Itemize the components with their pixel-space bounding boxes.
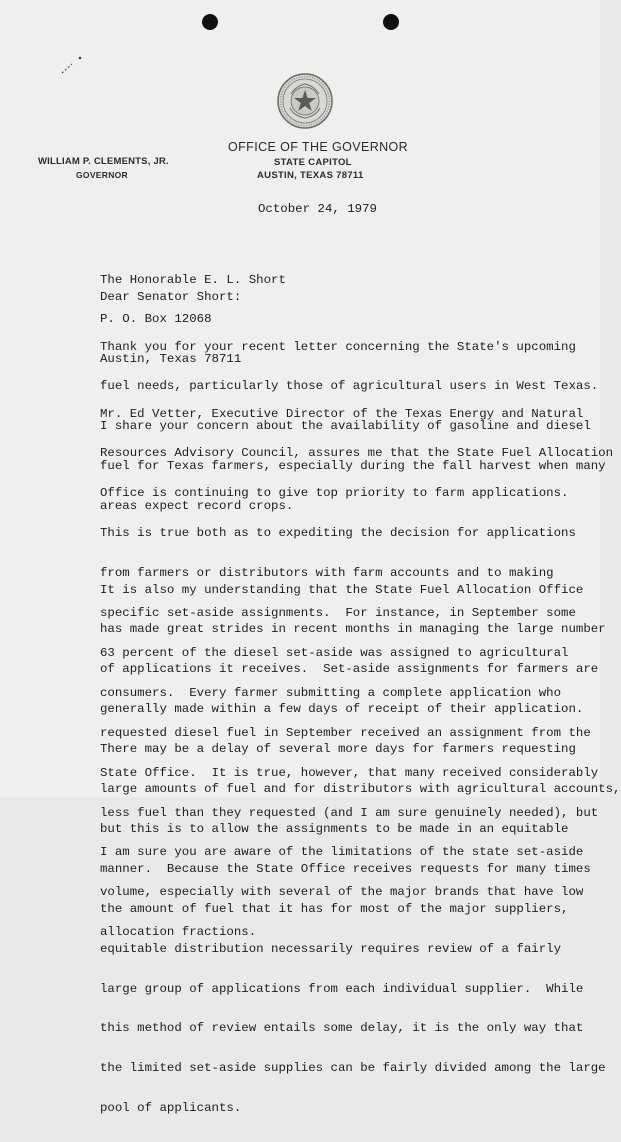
body-line: from farmers or distributors with farm accounts and to making (100, 566, 554, 581)
body-line: the limited set-aside supplies can be fairly divided among the large (100, 1061, 606, 1076)
body-line: consumers. Every farmer submitting a complete application who (100, 685, 562, 700)
body-line: allocation fractions. (100, 925, 257, 940)
office-title: OFFICE OF THE GOVERNOR (228, 140, 409, 154)
body-line: equitable distribution necessarily requires review of a fairly (100, 941, 562, 956)
body-line: I share your concern about the availability of gasoline and diesel (100, 419, 591, 434)
body-line: Office is continuing to give top priority to farm applications. (100, 486, 569, 501)
punch-hole-left (202, 14, 218, 30)
body-line: the amount of fuel that it has for most of the major suppliers, (100, 901, 569, 916)
body-line: generally made within a few days of receipt of their application. (100, 702, 584, 717)
body-line: but this is to allow the assignments to be made in an equitable (100, 821, 569, 836)
body-line: specific set-aside assignments. For instance, in September some (100, 606, 576, 621)
body-line: Mr. Ed Vetter, Executive Director of the Texas Energy and Natural (100, 406, 584, 421)
body-line: manner. Because the State Office receives requests for many times (100, 861, 591, 876)
body-line: pool of applicants. (100, 1101, 242, 1116)
body-line: I am sure you are aware of the limitations of the state set-aside (100, 845, 584, 860)
address-line: The Honorable E. L. Short (100, 272, 286, 287)
punch-hole-right (383, 14, 399, 30)
body-line: fuel needs, particularly those of agricultural users in West Texas. (100, 379, 599, 394)
body-line: Resources Advisory Council, assures me that the State Fuel Allocation (100, 446, 614, 461)
body-line: Thank you for your recent letter concerning the State's upcoming (100, 339, 576, 354)
body-line: fuel for Texas farmers, especially during the fall harvest when many (100, 459, 606, 474)
paragraph-3 (100, 557, 621, 1142)
body-line: 63 percent of the diesel set-aside was assigned to agricultural (100, 645, 569, 660)
address-line: P. O. Box 12068 (100, 312, 212, 327)
letter-date: October 24, 1979 (258, 202, 377, 216)
body-line: large amounts of fuel and for distributors with agricultural accounts, (100, 782, 621, 797)
body-line: less fuel than they requested (and I am sure genuinely needed), but (100, 805, 599, 820)
address-line: Austin, Texas 78711 (100, 352, 242, 367)
capitol-line: STATE CAPITOL (274, 157, 352, 168)
body-line: of applications it receives. Set-aside assignments for farmers are (100, 662, 599, 677)
body-line: large group of applications from each individual supplier. While (100, 981, 584, 996)
salutation: Dear Senator Short: (100, 290, 242, 304)
pencil-mark-icon (60, 55, 84, 77)
body-line: This is true both as to expediting the decision for applications (100, 526, 576, 541)
body-line: State Office. It is true, however, that many received considerably (100, 765, 599, 780)
body-line: There may be a delay of several more days for farmers requesting (100, 742, 576, 757)
texas-state-seal-icon (276, 72, 334, 130)
body-line: has made great strides in recent months in managing the large number (100, 622, 606, 637)
body-line: requested diesel fuel in September received an assignment from the (100, 725, 591, 740)
body-line: volume, especially with several of the major brands that have low (100, 885, 584, 900)
body-line: areas expect record crops. (100, 499, 294, 514)
body-line: this method of review entails some delay, it is the only way that (100, 1021, 584, 1036)
city-line: AUSTIN, TEXAS 78711 (257, 170, 364, 181)
governor-name: WILLIAM P. CLEMENTS, JR. (38, 156, 169, 167)
body-line: It is also my understanding that the State Fuel Allocation Office (100, 582, 584, 597)
governor-title: GOVERNOR (76, 170, 128, 180)
